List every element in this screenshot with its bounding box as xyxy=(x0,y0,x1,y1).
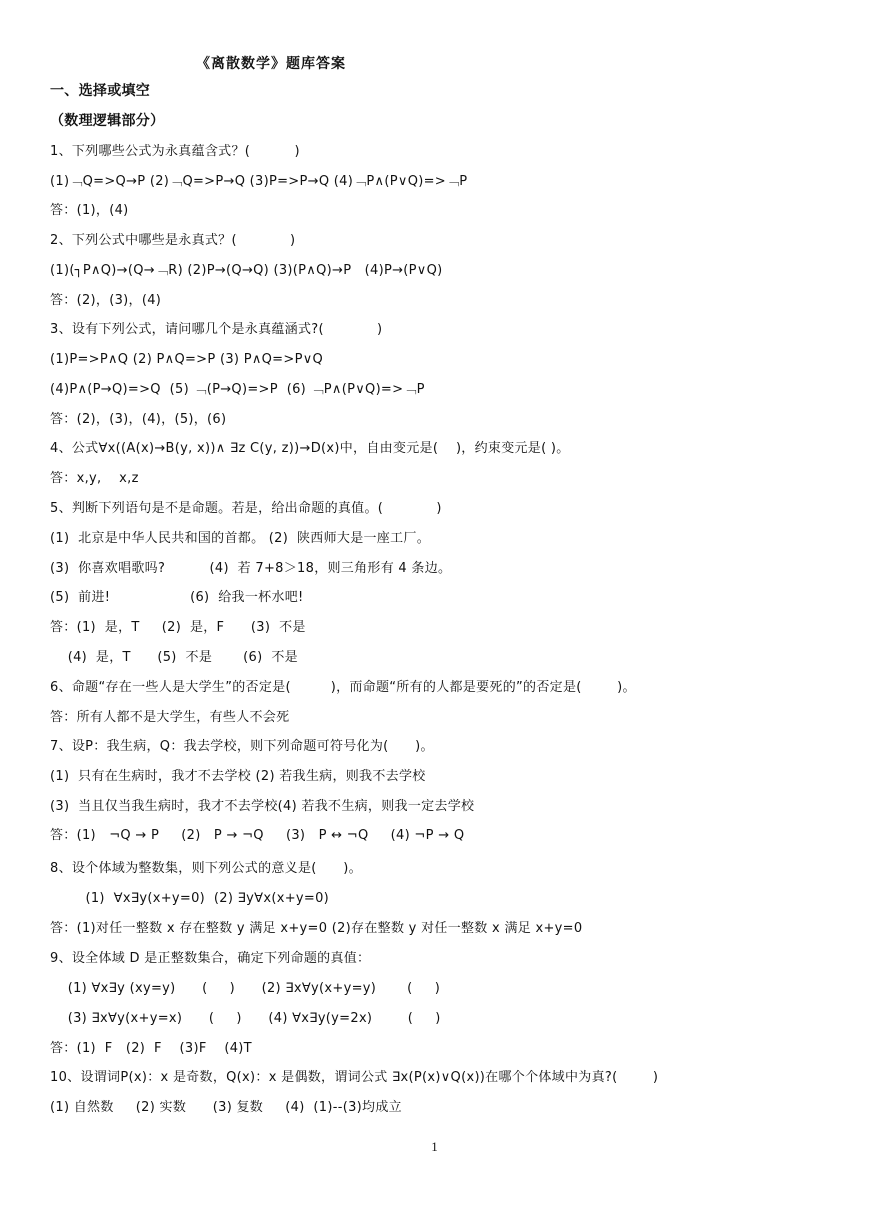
answer-8: 答：(1)对任一整数 x 存在整数 y 满足 x+y=0 (2)存在整数 y 对任一整数 x 满足 x+y=0 xyxy=(50,921,583,936)
answer-7: 答：(1) ¬Q → P (2) P → ¬Q (3) P ↔ ¬Q (4) ¬P → Q xyxy=(50,828,465,843)
question-5-options-a: (1) 北京是中华人民共和国的首都。 (2) 陕西师大是一座工厂。 xyxy=(50,531,430,546)
question-9: 9、设全体域 D 是正整数集合，确定下列命题的真值： xyxy=(50,951,371,966)
question-8: 8、设个体域为整数集，则下列公式的意义是( )。 xyxy=(50,861,362,876)
answer-1: 答：(1)，(4) xyxy=(50,203,129,218)
question-7: 7、设P：我生病，Q：我去学校，则下列命题可符号化为( )。 xyxy=(50,739,434,754)
document-title: 《离散数学》题库答案 xyxy=(196,56,346,72)
question-3-options-a: (1)P=>P∧Q (2) P∧Q=>P (3) P∧Q=>P∨Q xyxy=(50,352,324,367)
question-3-options-b: (4)P∧(P→Q)=>Q (5) ﹁(P→Q)=>P (6) ﹁P∧(P∨Q)=>﹁P xyxy=(50,382,425,397)
question-6: 6、命题“存在一些人是大学生”的否定是( )，而命题“所有的人都是要死的”的否定是( )。 xyxy=(50,680,636,695)
question-5: 5、判断下列语句是不是命题。若是，给出命题的真值。( ) xyxy=(50,501,442,516)
page-number: 1 xyxy=(431,1139,438,1154)
question-10: 10、设谓词P(x)：x 是奇数，Q(x)：x 是偶数，谓词公式 ∃x(P(x)∨Q(x))在哪个个体域中为真?( ) xyxy=(50,1070,659,1085)
question-3: 3、设有下列公式，请问哪几个是永真蕴涵式?( ) xyxy=(50,322,383,337)
question-5-options-c: (5) 前进! (6) 给我一杯水吧! xyxy=(50,590,304,605)
answer-4: 答：x,y, x,z xyxy=(50,471,139,486)
question-5-options-b: (3) 你喜欢唱歌吗? (4) 若 7+8＞18，则三角形有 4 条边。 xyxy=(50,561,452,576)
answer-6: 答：所有人都不是大学生，有些人不会死 xyxy=(50,710,290,725)
question-1: 1、下列哪些公式为永真蕴含式？( ) xyxy=(50,144,300,159)
question-4: 4、公式∀x((A(x)→B(y, x))∧ ∃z C(y, z))→D(x)中，自由变元是( )，约束变元是( )。 xyxy=(50,441,570,456)
answer-5-b: (4) 是，T (5) 不是 (6) 不是 xyxy=(50,650,298,665)
subsection-heading: （数理逻辑部分） xyxy=(50,113,165,129)
answer-9: 答：(1) F (2) F (3)F (4)T xyxy=(50,1041,252,1056)
question-7-options-b: (3) 当且仅当我生病时，我才不去学校(4) 若我不生病，则我一定去学校 xyxy=(50,799,475,814)
answer-2: 答：(2)，(3)，(4) xyxy=(50,293,162,308)
question-9-items-b: (3) ∃x∀y(x+y=x) ( ) (4) ∀x∃y(y=2x) ( ) xyxy=(50,1011,441,1026)
question-1-options: (1)﹁Q=>Q→P (2)﹁Q=>P→Q (3)P=>P→Q (4)﹁P∧(P∨Q)=>﹁P xyxy=(50,174,468,189)
question-8-formulas: (1) ∀x∃y(x+y=0) (2) ∃y∀x(x+y=0) xyxy=(50,891,330,906)
question-7-options-a: (1) 只有在生病时，我才不去学校 (2) 若我生病，则我不去学校 xyxy=(50,769,426,784)
question-10-options: (1) 自然数 (2) 实数 (3) 复数 (4) (1)--(3)均成立 xyxy=(50,1100,402,1115)
question-2: 2、下列公式中哪些是永真式？( ) xyxy=(50,233,296,248)
question-2-options: (1)(┐P∧Q)→(Q→﹁R) (2)P→(Q→Q) (3)(P∧Q)→P (4)P→(P∨Q) xyxy=(50,263,443,278)
answer-3: 答：(2)，(3)，(4)，(5)，(6) xyxy=(50,412,227,427)
section-heading: 一、选择或填空 xyxy=(50,83,151,99)
question-9-items-a: (1) ∀x∃y (xy=y) ( ) (2) ∃x∀y(x+y=y) ( ) xyxy=(50,981,441,996)
answer-5-a: 答：(1) 是，T (2) 是，F (3) 不是 xyxy=(50,620,306,635)
